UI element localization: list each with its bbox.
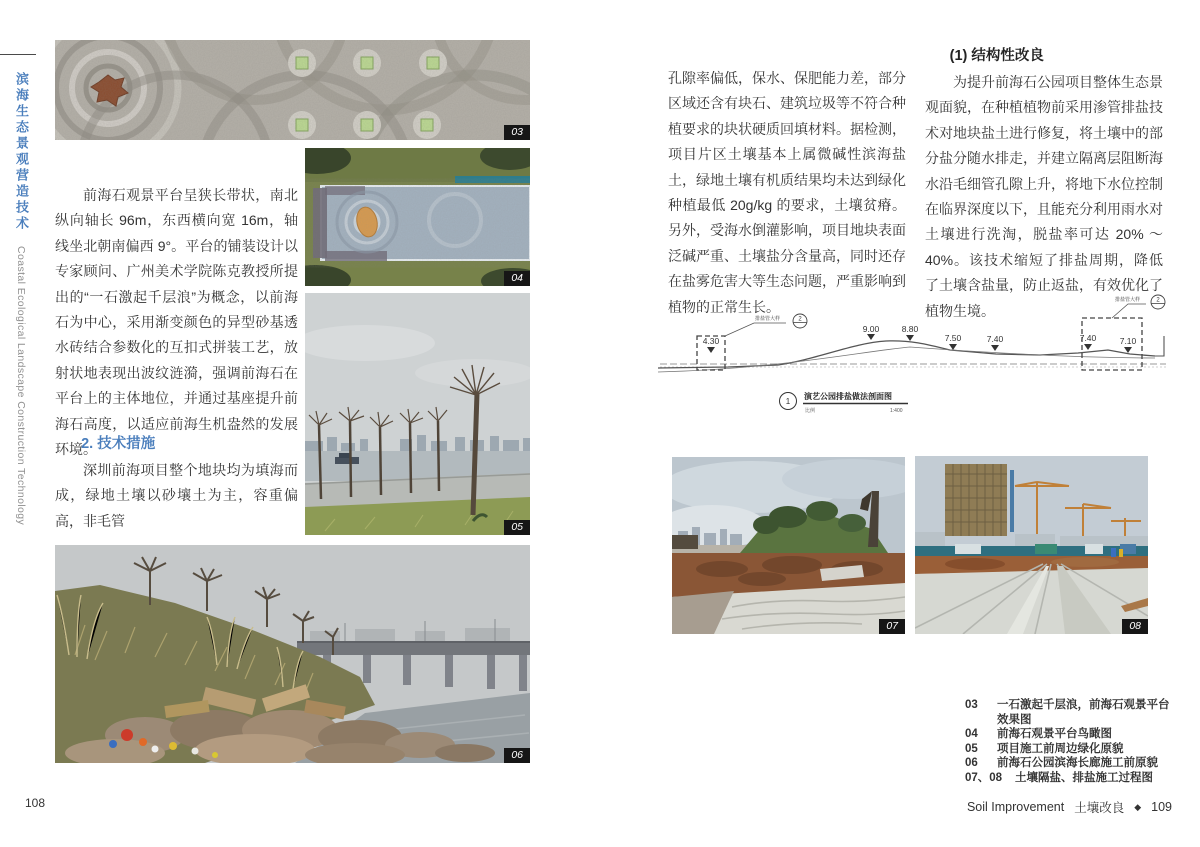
svg-text:9.00: 9.00 — [862, 324, 880, 334]
rocky-shore-illustration — [55, 545, 530, 763]
caption-row: 04 前海石观景平台鸟瞰图 — [965, 728, 1112, 741]
figure-caption-list — [965, 698, 1175, 786]
callout-ref: 2 — [798, 316, 802, 323]
chapter-title-zh: 滨海生态景观营造技术 — [14, 72, 29, 232]
tower-building — [945, 464, 1014, 536]
elevation-markers — [703, 324, 1137, 353]
crop-mark-line — [0, 54, 36, 55]
photo-03-paving-render — [55, 40, 530, 140]
drawing-number: 1 — [785, 397, 791, 406]
caption-row: 05 项目施工前周边绿化原貌 — [965, 742, 1124, 755]
figure-number-badge: 05 — [504, 520, 530, 536]
aerial-illustration — [305, 148, 530, 286]
diamond-icon: ◆ — [1134, 801, 1142, 812]
paving-illustration — [55, 40, 530, 140]
scale-value: 1:400 — [890, 408, 903, 414]
figure-number-badge: 04 — [504, 271, 530, 287]
chapter-title-en: Coastal Ecological Landscape Construction Technology — [15, 246, 27, 526]
photo-08-salt-drainage-work — [915, 456, 1148, 634]
caption-row: 07、08 土壤隔盐、排盐施工过程图 — [965, 771, 1153, 784]
footer-section-zh: 土壤改良 — [1074, 801, 1125, 815]
photo-06-corridor-before — [55, 545, 530, 763]
callout-label: 排盐管大样 — [1115, 297, 1141, 303]
footer-section-en: Soil Improvement — [966, 800, 1065, 814]
section-heading-technical-measures: 2. 技术措施 — [81, 436, 156, 452]
page-number-right: 109 — [1151, 800, 1172, 814]
figure-number-badge: 03 — [504, 125, 530, 141]
callout-ref: 2 — [1156, 297, 1160, 304]
svg-text:7.10: 7.10 — [1119, 336, 1137, 346]
svg-text:7.40: 7.40 — [1079, 333, 1097, 343]
drawing-caption — [780, 391, 909, 414]
drawing-title: 演艺公园排盐做法剖面图 — [804, 392, 892, 401]
figure-number-badge: 08 — [1122, 619, 1148, 635]
photo-07-salt-isolation-work — [672, 457, 905, 634]
svg-text:8.80: 8.80 — [901, 324, 919, 334]
figure-number-badge: 07 — [879, 619, 905, 635]
footer-right — [967, 798, 1172, 816]
svg-text:7.50: 7.50 — [944, 333, 962, 343]
figure-number-badge: 06 — [504, 748, 530, 764]
chapter-sidebar — [12, 72, 31, 632]
salt-drainage-section-diagram — [658, 288, 1173, 420]
paragraph-soil-problems: 孔隙率偏低，保水、保肥能力差，部分区域还含有块石、建筑垃圾等不符合种植要求的块状硬质回填材料。据检测，项目片区土壤基本上属微碱性滨海盐土，绿地土壤有机质结果均未达到绿化种植最低 20g/kg 的要求，土壤贫瘠。另外，受海水倒灌影响，项目地块表面泛碱严重、土壤盐分含量高，同时还存在盐雾危害大等生态问题，严重影响到植物的正常生长。 — [668, 70, 906, 315]
construction-illustration-08 — [915, 456, 1148, 634]
svg-text:4.30: 4.30 — [702, 336, 720, 346]
callout-label: 排盐管大样 — [755, 316, 781, 322]
svg-text:7.40: 7.40 — [986, 334, 1004, 344]
photo-05-greening-before — [305, 293, 530, 535]
scale-label: 比例 — [805, 408, 816, 414]
photo-04-aerial-view — [305, 148, 530, 286]
section-drawing — [658, 288, 1173, 420]
page-number-left: 108 — [25, 796, 46, 810]
caption-row: 03 一石激起千层浪，前海石观景平台效果图 — [965, 699, 1170, 726]
caption-row: 06 前海石公园滨海长廊施工前原貌 — [965, 757, 1158, 770]
shoreline-illustration — [305, 293, 530, 535]
heading-structural-improvement: (1) 结构性改良 — [949, 48, 1044, 64]
construction-illustration-07 — [672, 457, 905, 634]
paragraph-reclaimed-land: 深圳前海项目整个地块均为填海而成，绿地土壤以砂壤土为主，容重偏高，非毛管 — [55, 462, 298, 529]
paragraph-platform-design: 前海石观景平台呈狭长带状，南北纵向轴长 96m，东西横向宽 16m，轴线坐北朝南偏西 9°。平台的铺装设计以专家顾问、广州美术学院陈克教授所提出的“一石激起千层浪”为概念，以前海石为中心，采用渐变颜色的异型砂基透水砖结合参数化的互扣式拼装工艺，放射状地表现出波纹涟漪，强调前海石在平台上的主体地位，并通过基座提升前海石高度，以适应前海生机盎然的发展环境。 — [55, 187, 298, 458]
paragraph-salt-drainage: 为提升前海石公园项目整体生态景观面貌，在种植植物前采用渗管排盐技术对地块盐土进行修复，将土壤中的部分盐分随水排走，并建立隔离层阻断海水沿毛细管孔隙上升，将地下水位控制在临界深度以下，且能充分利用雨水对土壤进行洗淘，脱盐率可达 20% ～ 40%。该技术缩短了排盐周期，降低了土壤含盐量，防止返盐，有效优化了植物生境。 — [925, 74, 1163, 319]
